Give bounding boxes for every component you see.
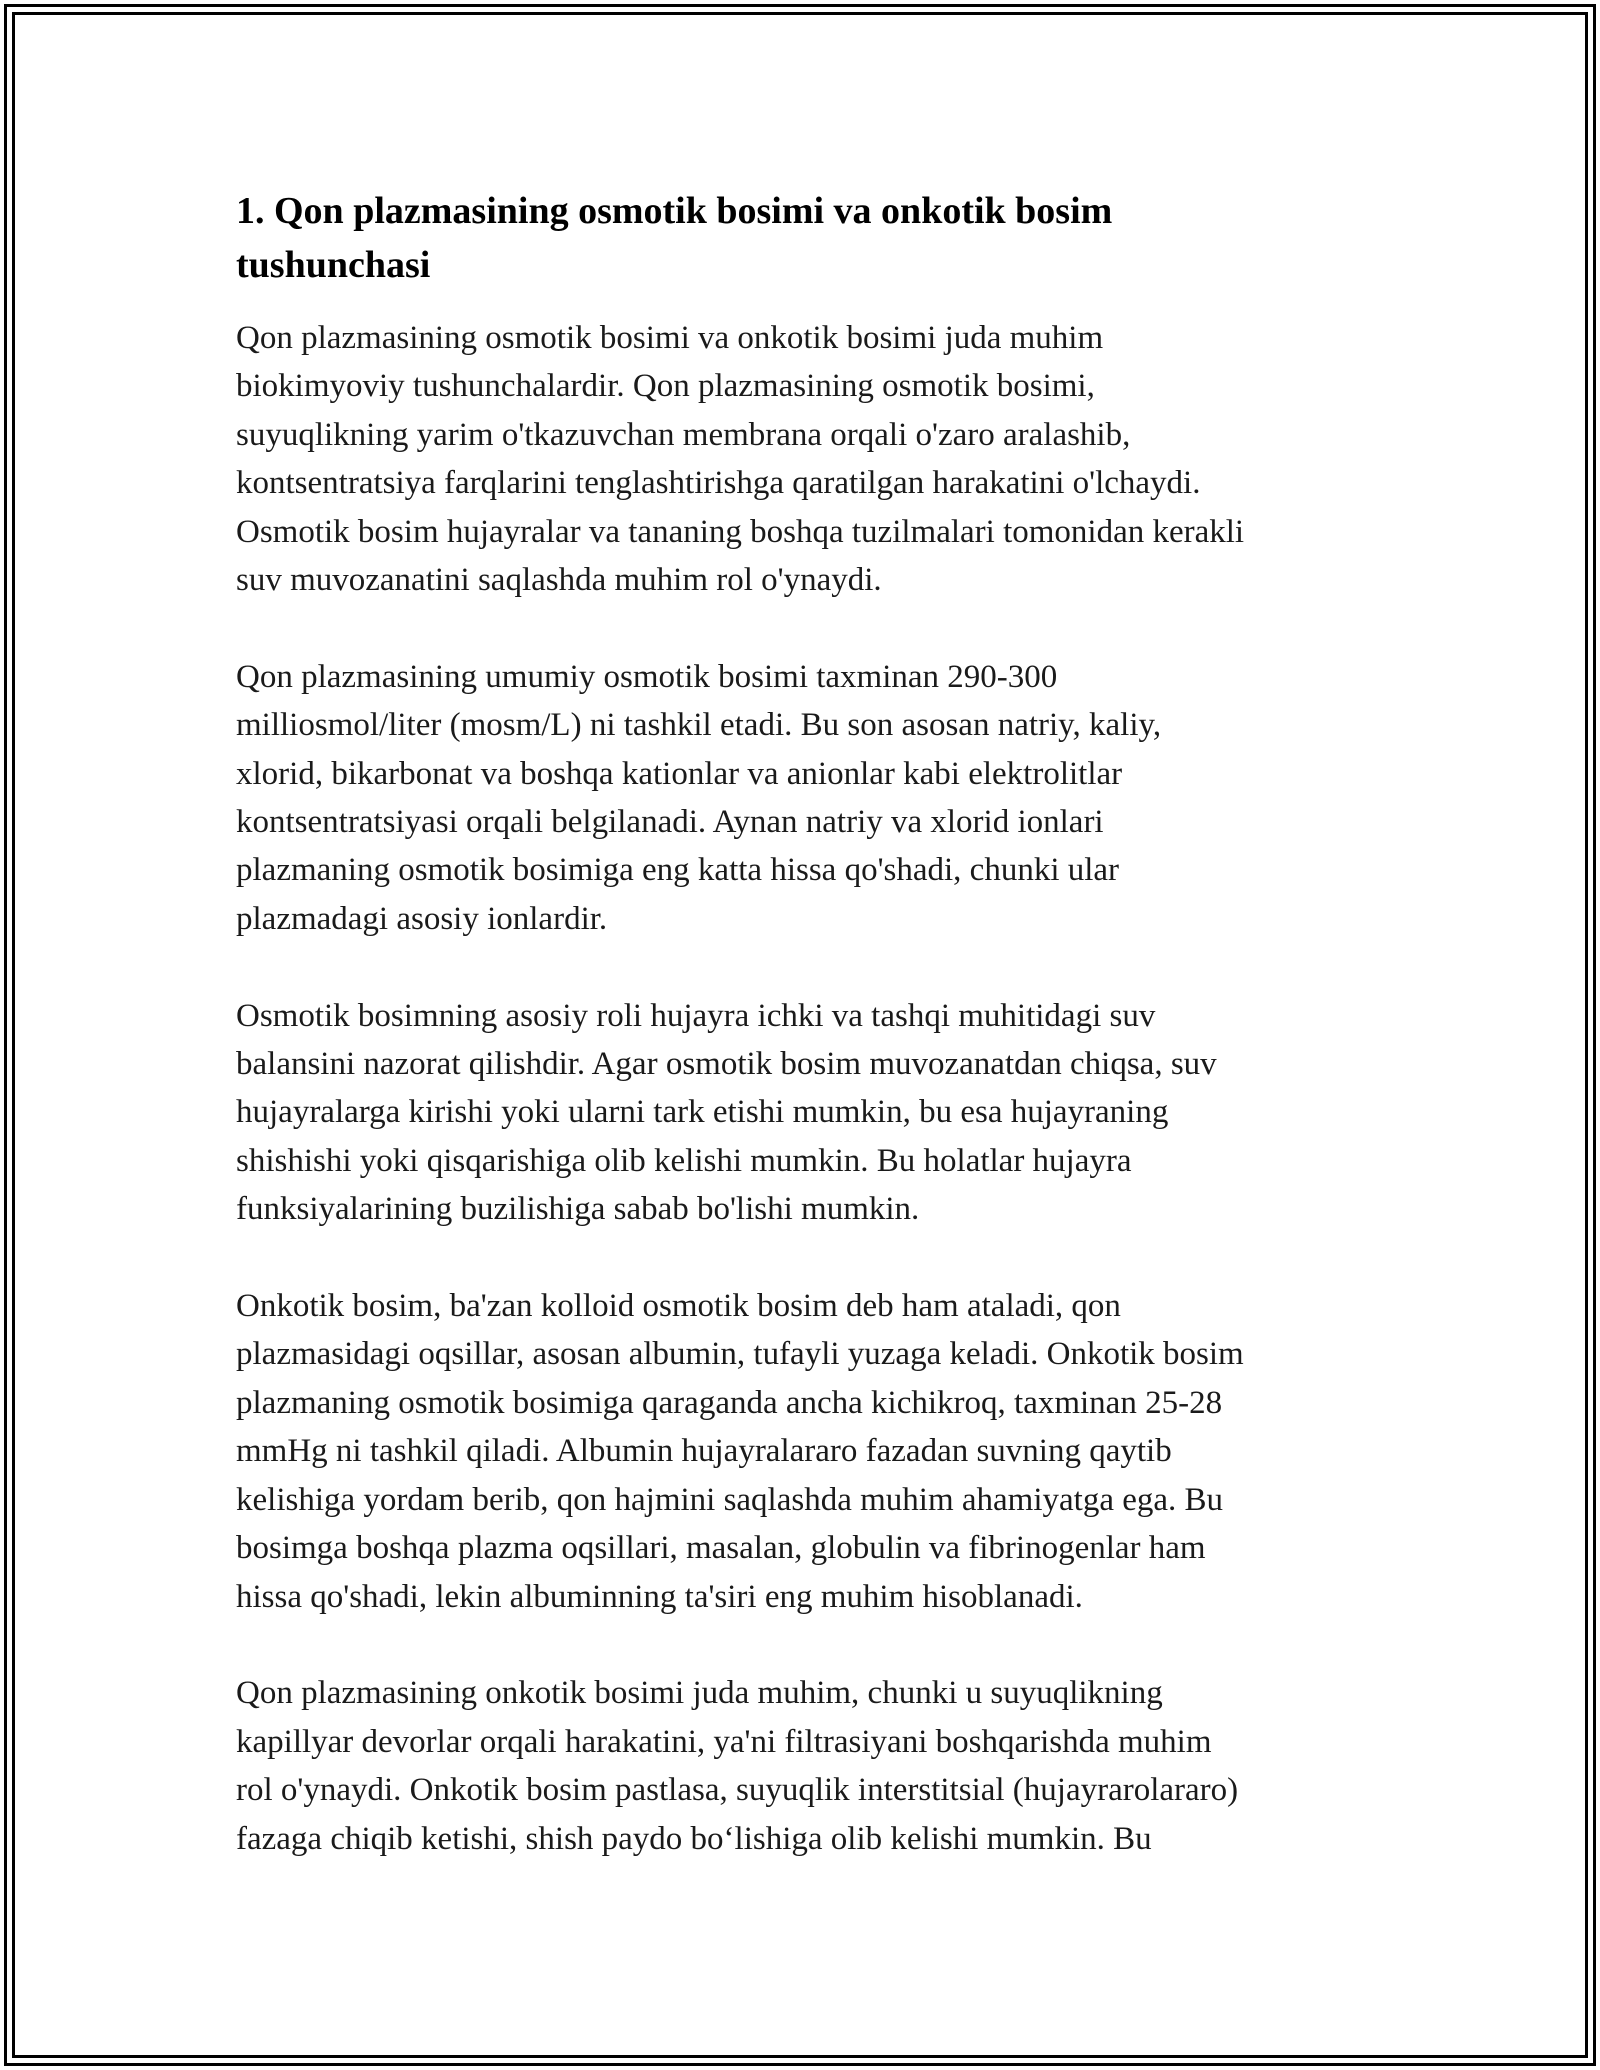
text-line: plazmasidagi oqsillar, asosan albumin, tufayli yuzaga keladi. Onkotik bosim	[236, 1336, 1244, 1373]
text-line: rol o'ynaydi. Onkotik bosim pastlasa, suyuqlik interstitsial (hujayrarolararo)	[236, 1772, 1239, 1809]
text-line: hujayralarga kirishi yoki ularni tark etishi mumkin, bu esa hujayraning	[236, 1094, 1169, 1131]
text-line: suyuqlikning yarim o'tkazuvchan membrana orqali o'zaro aralashib,	[236, 416, 1131, 453]
paragraph-osmotic-value	[236, 653, 1376, 943]
text-line: Osmotik bosim hujayralar va tananing boshqa tuzilmalari tomonidan kerakli	[236, 513, 1245, 550]
text-line: kelishiga yordam berib, qon hajmini saqlashda muhim ahamiyatga ega. Bu	[236, 1481, 1224, 1518]
text-line: plazmaning osmotik bosimiga qaraganda ancha kichikroq, taxminan 25-28	[236, 1384, 1223, 1421]
title-line: tushunchasi	[236, 244, 431, 286]
text-line: Qon plazmasining onkotik bosimi juda muhim, chunki u suyuqlikning	[236, 1675, 1163, 1712]
text-line: milliosmol/liter (mosm/L) ni tashkil etadi. Bu son asosan natriy, kaliy,	[236, 707, 1162, 744]
text-line: shishishi yoki qisqarishiga olib kelishi mumkin. Bu holatlar hujayra	[236, 1142, 1132, 1179]
text-line: xlorid, bikarbonat va boshqa kationlar va anionlar kabi elektrolitlar	[236, 755, 1123, 792]
text-line: kontsentratsiya farqlarini tenglashtirishga qaratilgan harakatini o'lchaydi.	[236, 465, 1201, 502]
paragraph-oncotic-importance	[236, 1669, 1376, 1863]
title-line: 1. Qon plazmasining osmotik bosimi va onkotik bosim	[236, 190, 1113, 232]
text-line: mmHg ni tashkil qiladi. Albumin hujayralararo fazadan suvning qaytib	[236, 1433, 1172, 1470]
text-line: hissa qo'shadi, lekin albuminning ta'siri eng muhim hisoblanadi.	[236, 1578, 1083, 1615]
text-line: biokimyoviy tushunchalardir. Qon plazmasining osmotik bosimi,	[236, 368, 1095, 405]
text-line: Qon plazmasining osmotik bosimi va onkotik bosimi juda muhim	[236, 320, 1104, 356]
text-line: bosimga boshqa plazma oqsillari, masalan, globulin va fibrinogenlar ham	[236, 1530, 1206, 1567]
text-line: Osmotik bosimning asosiy roli hujayra ichki va tashqi muhitidagi suv	[236, 997, 1156, 1034]
paragraph-oncotic-definition	[236, 1282, 1376, 1621]
paragraph-osmotic-role	[236, 992, 1376, 1234]
text-line: Qon plazmasining umumiy osmotik bosimi taxminan 290-300	[236, 658, 1058, 695]
text-line: plazmadagi asosiy ionlardir.	[236, 900, 608, 937]
text-line: balansini nazorat qilishdir. Agar osmotik bosim muvozanatdan chiqsa, suv	[236, 1046, 1217, 1083]
text-line: kapillyar devorlar orqali harakatini, ya'ni filtrasiyani boshqarishda muhim	[236, 1723, 1212, 1760]
text-line: suv muvozanatini saqlashda muhim rol o'ynaydi.	[236, 562, 882, 599]
paragraph-osmotic-definition	[236, 314, 1376, 604]
text-line: fazaga chiqib ketishi, shish paydo bo‘lishiga olib kelishi mumkin. Bu	[236, 1820, 1152, 1857]
section-title	[236, 184, 1376, 292]
text-line: Onkotik bosim, ba'zan kolloid osmotik bosim deb ham ataladi, qon	[236, 1288, 1121, 1325]
text-line: kontsentratsiyasi orqali belgilanadi. Aynan natriy va xlorid ionlari	[236, 804, 1104, 841]
document-content	[236, 184, 1376, 1911]
text-line: funksiyalarining buzilishiga sabab bo'lishi mumkin.	[236, 1191, 920, 1228]
text-line: plazmaning osmotik bosimiga eng katta hissa qo'shadi, chunki ular	[236, 852, 1120, 889]
